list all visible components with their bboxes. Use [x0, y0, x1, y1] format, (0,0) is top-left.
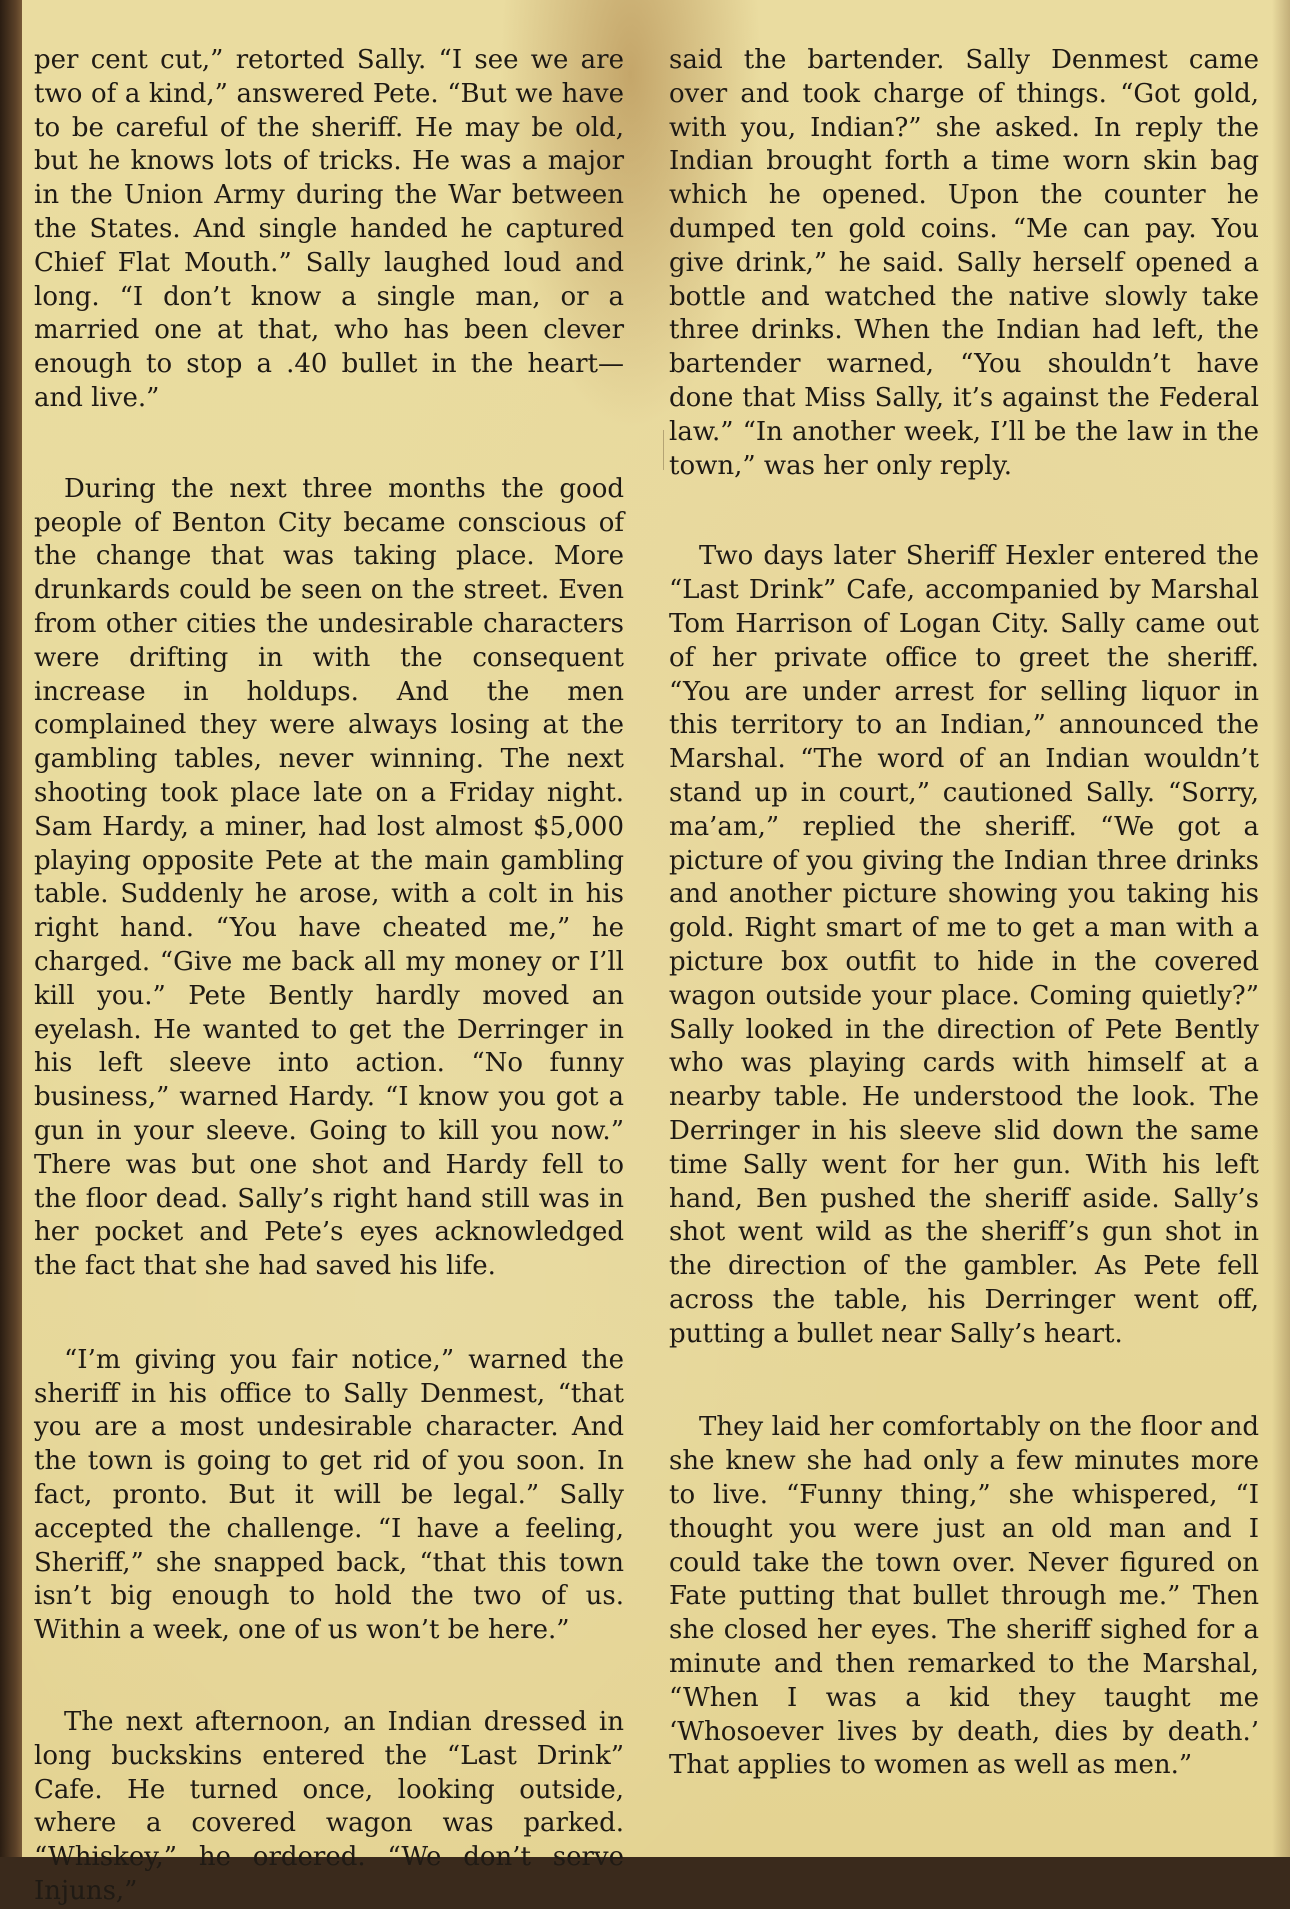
paragraph-left-4: The next afternoon, an Indian dressed in long buckskins entered the “Last Drink” Cafe. He turned once, looking outside, where a covered wagon was parked. “Whiskey,” he ordered. “We don’t serve Injuns,” — [34, 1707, 624, 1907]
paragraph-right-2: Two days later Sheriff Hexler entered the “Last Drink” Cafe, accompanied by Marshal Tom Harrison of Logan City. Sally came out of her private office to greet the sheriff. “You are under arrest for selling liquor in this territory to an Indian,” announced the Marshal. “The word of an Indian wouldn’t stand up in court,” cautioned Sally. “Sorry, ma’am,” replied the sheriff. “We got a picture of you giving the Indian three drinks and another picture showing you taking his gold. Right smart of me to get a man with a picture box outfit to hide in the covered wagon outside your place. Coming quietly?” Sally looked in the direction of Pete Bently who was playing cards with himself at a nearby table. He understood the look. The Derringer in his sleeve slid down the same time Sally went for her gun. With his left hand, Ben pushed the sheriff aside. Sally’s shot went wild as the sheriff’s gun shot in the direction of the gambler. As Pete fell across the table, his Derringer went off, putting a bullet near Sally’s heart. — [669, 541, 1259, 1349]
column-gutter-mark — [663, 430, 664, 470]
paragraph-left-3: “I’m giving you fair notice,” warned the sheriff in his office to Sally Denmest, “that you are a most undesirable character. And the town is going to get rid of you soon. In fact, pronto. But it will be legal.” Sally accepted the challenge. “I have a feeling, Sheriff,” she snapped back, “that this town isn’t big enough to hold the two of us. Within a week, one of us won’t be here.” — [34, 1344, 624, 1646]
paragraph-left-1: per cent cut,” retorted Sally. “I see we are two of a kind,” answered Pete. “But we have to be careful of the sheriff. He may be old, but he knows lots of tricks. He was a major in the Union Army during the War between the States. And single handed he captured Chief Flat Mouth.” Sally laughed loud and long. “I don’t know a single man, or a married one at that, who has been clever enough to stop a .40 bullet in the heart—and live.” — [34, 45, 624, 413]
left-column — [34, 44, 624, 1909]
story-page — [22, 0, 1290, 1907]
paragraph-right-1: said the bartender. Sally Denmest came over and took charge of things. “Got gold, with you, Indian?” she asked. In reply the Indian brought forth a time worn skin bag which he opened. Upon the counter he dumped ten gold coins. “Me can pay. You give drink,” he said. Sally herself opened a bottle and watched the native slowly take three drinks. When the Indian had left, the bartender warned, “You shouldn’t have done that Miss Sally, it’s against the Federal law.” “In another week, I’ll be the law in the town,” was her only reply. — [669, 45, 1259, 481]
right-column — [669, 44, 1259, 1783]
paragraph-right-3: They laid her comfortably on the floor and she knew she had only a few minutes more to live. “Funny thing,” she whispered, “I thought you were just an old man and I could take the town over. Never figured on Fate putting that bullet through me.” Then she closed her eyes. The sheriff sighed for a minute and then remarked to the Marshal, “When I was a kid they taught me ‘Whosoever lives by death, dies by death.’ That applies to women as well as men.” — [669, 1412, 1259, 1781]
paragraph-left-2: During the next three months the good people of Benton City became conscious of the change that was taking place. More drunkards could be seen on the street. Even from other cities the undesirable characters were drifting in with the consequent increase in holdups. And the men complained they were always losing at the gambling tables, never winning. The next shooting took place late on a Friday night. Sam Hardy, a miner, had lost almost $5,000 playing opposite Pete at the main gambling table. Suddenly he arose, with a colt in his right hand. “You have cheated me,” he charged. “Give me back all my money or I’ll kill you.” Pete Bently hardly moved an eyelash. He wanted to get the Derringer in his left sleeve into action. “No funny business,” warned Hardy. “I know you got a gun in your sleeve. Going to kill you now.” There was but one shot and Hardy fell to the floor dead. Sally’s right hand still was in her pocket and Pete’s eyes acknowledged the fact that she had saved his life. — [34, 473, 624, 1282]
